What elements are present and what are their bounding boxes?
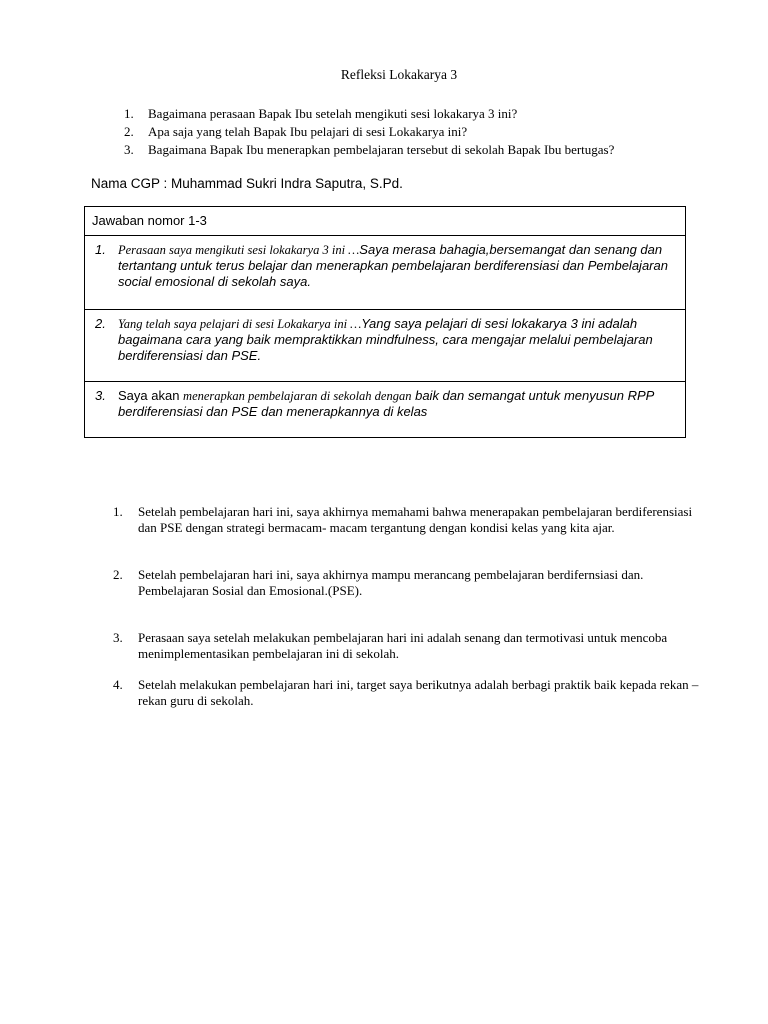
question-item: [124, 105, 614, 123]
question-text: Bagaimana perasaan Bapak Ibu setelah mengikuti sesi lokakarya 3 ini?: [148, 106, 518, 121]
statement-text: Setelah melakukan pembelajaran hari ini, target saya berikutnya adalah berbagi praktik baik kepada rekan – rekan guru di sekolah.: [138, 677, 699, 708]
nama-cgp: Nama CGP : Muhammad Sukri Indra Saputra, S.Pd.: [91, 176, 403, 191]
answer-row: [85, 382, 685, 437]
statement-item: [113, 567, 703, 599]
question-number: 2.: [124, 124, 134, 139]
answer-number: 3.: [95, 388, 106, 403]
answer-lead: Yang telah saya pelajari di sesi Lokakarya ini …: [118, 317, 362, 331]
answer-pre: Saya akan: [118, 388, 184, 403]
answer-text: [118, 388, 677, 437]
question-number: 1.: [124, 106, 134, 121]
answer-text: [118, 316, 677, 381]
statement-number: 2.: [113, 567, 123, 582]
statement-number: 4.: [113, 677, 123, 692]
answer-text: [118, 242, 677, 309]
answer-body: baik dan semangat untuk menyusun RPP berdiferensiasi dan PSE dan menerapkannya di kelas: [118, 388, 654, 419]
statement-text: Setelah pembelajaran hari ini, saya akhirnya mampu merancang pembelajaran berdifernsiasi dan. Pembelajaran Sosial dan Emosional.(PSE).: [138, 567, 644, 598]
statement-number: 1.: [113, 504, 123, 519]
answer-number: 1.: [95, 242, 106, 257]
answer-body: Saya merasa bahagia,bersemangat dan senang dan tertantang untuk terus belajar dan menerapkan pembelajaran berdiferensiasi dan Pembelajaran social emosional di sekolah saya.: [118, 242, 668, 289]
statement-item: [113, 677, 703, 709]
answer-body: Yang saya pelajari di sesi lokakarya 3 ini adalah bagaimana cara yang baik mempraktikkan mindfulness, cara mengajar melalui pembelajaran berdiferensiasi dan PSE.: [118, 316, 653, 363]
question-item: [124, 123, 614, 141]
statement-item: [113, 504, 703, 536]
answer-number: 2.: [95, 316, 106, 331]
question-text: Bagaimana Bapak Ibu menerapkan pembelajaran tersebut di sekolah Bapak Ibu bertugas?: [148, 142, 615, 157]
statement-text: Perasaan saya setelah melakukan pembelajaran hari ini adalah senang dan termotivasi untuk mencoba menimplementasikan pembelajaran ini di sekolah.: [138, 630, 668, 661]
statement-item: [113, 630, 703, 662]
question-item: [124, 141, 614, 159]
question-list: [124, 105, 614, 159]
table-header: Jawaban nomor 1-3: [85, 207, 685, 236]
answer-lead: Perasaan saya mengikuti sesi lokakarya 3 ini …: [118, 243, 360, 257]
question-text: Apa saja yang telah Bapak Ibu pelajari di sesi Lokakarya ini?: [148, 124, 468, 139]
answer-row: [85, 310, 685, 382]
answer-row: [85, 236, 685, 310]
answer-table: [84, 206, 686, 438]
statement-number: 3.: [113, 630, 123, 645]
page-title: Refleksi Lokakarya 3: [340, 67, 458, 82]
answer-lead: menerapkan pembelajaran di sekolah dengan: [183, 389, 412, 403]
statement-text: Setelah pembelajaran hari ini, saya akhirnya memahami bahwa menerapakan pembelajaran berdiferensiasi dan PSE dengan strategi bermacam- macam tergantung dengan kondisi kelas yang kita ajar.: [138, 504, 693, 535]
question-number: 3.: [124, 142, 134, 157]
